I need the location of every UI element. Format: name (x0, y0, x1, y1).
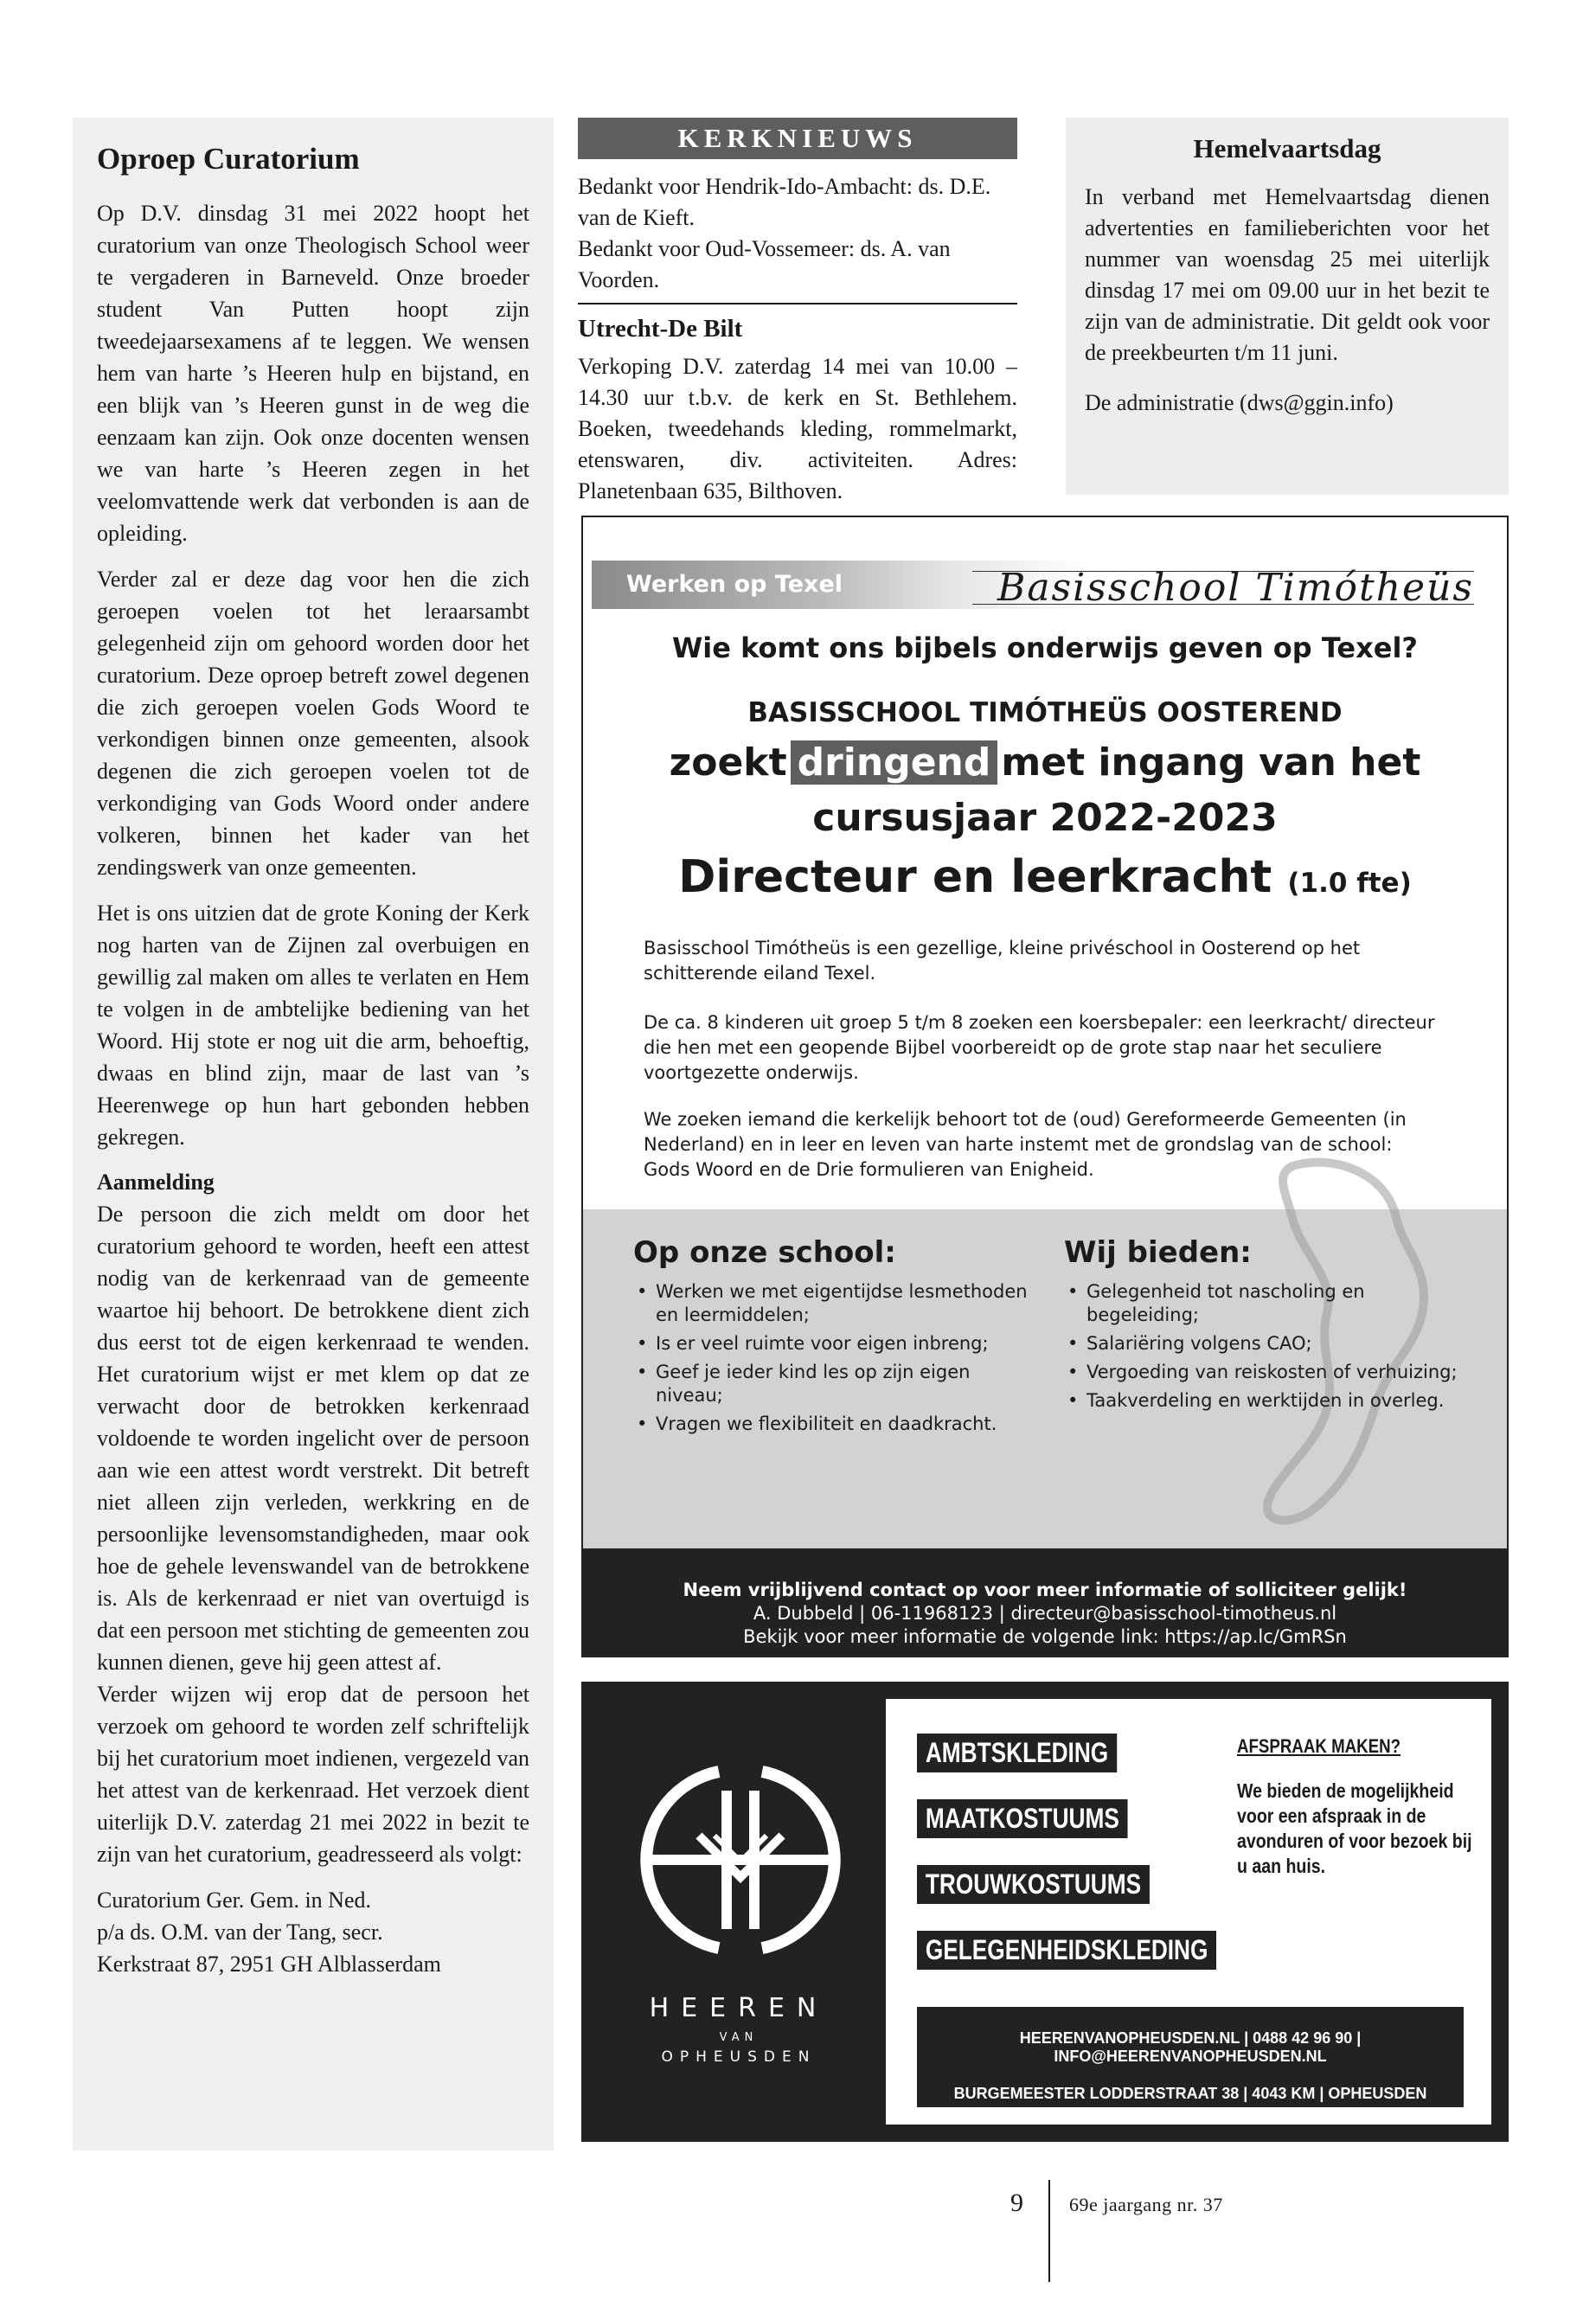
list-item: • Geef je ieder kind les op zijn eigen niveau; (633, 1361, 1031, 1407)
school-features-title: Op onze school: (633, 1235, 896, 1270)
brand-place: OPHEUSDEN (661, 2048, 817, 2066)
kerknieuws-header: KERKNIEUWS (578, 118, 1017, 159)
list-item: • Salariëring volgens CAO; (1064, 1332, 1462, 1356)
heeren-logo-icon (637, 1756, 844, 1964)
offer-features (1064, 1235, 1462, 1418)
ad-paragraph-2: De ca. 8 kinderen uit groep 5 t/m 8 zoeken een koersbepaler: een leerkracht/ directeur die hen met een geopende Bijbel voorbereidt op de grote stap naar het seculiere voortgezette onderwijs. (644, 1012, 1435, 1083)
utrecht-text: Verkoping D.V. zaterdag 14 mei van 10.00 – 14.30 uur t.b.v. de kerk en St. Bethlehem. Boeken, tweedehands kleding, rommelmarkt, etenswaren, div. activiteiten. Adres: Planetenbaan 635, Bilthoven. (578, 354, 1017, 503)
ad-banner (592, 561, 1500, 609)
position-title: Directeur en leerkracht (678, 851, 1272, 903)
heeren-info-panel (886, 1699, 1491, 2125)
notice-title: Hemelvaartsdag (1193, 133, 1381, 163)
list-item: • Vragen we flexibiliteit en daadkracht. (633, 1413, 1031, 1436)
tag-ambtskleding: AMBTSKLEDING (917, 1734, 1117, 1772)
ad-paragraph-3: We zoeken iemand die kerkelijk behoort tot de (oud) Gereformeerde Gemeenten (in Nederland) en in leer en leven van harte instemt met de grondslag van de school: Gods Woord en de Drie formulieren van Enigheid. (644, 1109, 1407, 1180)
urgent-highlight: dringend (791, 740, 998, 785)
ad-paragraph-1: Basisschool Timótheüs is een gezellige, kleine privéschool in Oosterend op het schitterende eiland Texel. (644, 938, 1361, 984)
banner-left-text: Werken op Texel (626, 571, 843, 598)
offer-features-title: Wij bieden: (1064, 1235, 1252, 1270)
subheading-aanmelding: Aanmelding (97, 1170, 215, 1195)
list-item: • Vergoeding van reiskosten of verhuizing; (1064, 1361, 1462, 1384)
kerknieuws-items (578, 171, 1017, 296)
ad-position (583, 851, 1507, 903)
utrecht-heading: Utrecht-De Bilt (578, 315, 743, 343)
section-divider (578, 303, 1017, 304)
contact-bar (583, 1548, 1507, 1657)
footer-divider (1048, 2180, 1050, 2282)
zoekt-post: met ingang van het (1001, 740, 1421, 785)
list-item: • Taakverdeling en werktijden in overleg. (1064, 1389, 1462, 1413)
school-logo-text: Basisschool Timótheüs (997, 566, 1474, 610)
heeren-contact-footer (917, 2007, 1464, 2107)
oproep-curatorium-article (73, 118, 554, 2150)
brand-van: VAN (719, 2031, 759, 2044)
hemelvaartsdag-notice (1066, 118, 1509, 495)
page-number: 9 (1010, 2189, 1023, 2217)
list-item: • Gelegenheid tot nascholing en begeleiding; (1064, 1280, 1462, 1327)
notice-signature: De administratie (dws@ggin.info) (1085, 390, 1394, 415)
address-block (97, 1884, 529, 1980)
address-line-3: Kerkstraat 87, 2951 GH Alblasserdam (97, 1952, 441, 1977)
address-line-2: p/a ds. O.M. van der Tang, secr. (97, 1920, 383, 1945)
brand-name: HEEREN (649, 1993, 829, 2023)
list-item: • Werken we met eigentijdse lesmethoden en leermiddelen; (633, 1280, 1031, 1327)
tag-trouwkostuums: TROUWKOSTUUMS (917, 1865, 1150, 1904)
ad-cursus-year: cursusjaar 2022-2023 (812, 796, 1278, 840)
kerknieuws-item-1: Bedankt voor Hendrik-Ido-Ambacht: ds. D.E. van de Kieft. (578, 174, 991, 230)
appointment-info (1237, 1735, 1471, 1879)
address-line-1: Curatorium Ger. Gem. in Ned. (97, 1888, 371, 1913)
job-advertisement (581, 516, 1509, 1657)
position-fte: (1.0 fte) (1287, 868, 1412, 899)
article-paragraph-5: Verder wijzen wij erop dat de persoon het verzoek om gehoord te worden zelf schriftelijk bij het curatorium moet indienen, vergezeld van het attest van de kerkenraad. Het verzoek dient uiterlijk D.V. zaterdag 21 mei 2022 in bezit te zijn van het curatorium, geadresseerd als volgt: (97, 1682, 529, 1867)
school-features-list (633, 1280, 1031, 1436)
offer-features-list (1064, 1280, 1462, 1413)
kerknieuws-item-2: Bedankt voor Oud-Vossemeer: ds. A. van Voorden. (578, 236, 951, 292)
list-item: • Is er veel ruimte voor eigen inbreng; (633, 1332, 1031, 1356)
heeren-contact-line: HEERENVANOPHEUSDEN.NL | 0488 42 96 90 | INFO@HEERENVANOPHEUSDEN.NL (1019, 2029, 1362, 2065)
tag-gelegenheidskleding: GELEGENHEIDSKLEDING (917, 1931, 1216, 1970)
notice-text: In verband met Hemelvaartsdag dienen advertenties en familieberichten voor het nummer van woensdag 25 mei uiterlijk dinsdag 17 mei om 09.00 uur in het bezit te zijn van de administratie. Dit geldt ook voor de preekbeurten t/m 11 juni. (1085, 184, 1490, 365)
ad-zoekt-line (583, 740, 1507, 785)
appointment-text: We bieden de mogelijkheid voor een afspraak in de avonduren of voor bezoek bij u aan huis. (1237, 1779, 1472, 1877)
issue-label: 69e jaargang nr. 37 (1069, 2194, 1223, 2215)
article-title: Oproep Curatorium (97, 142, 360, 176)
article-paragraph-1: Op D.V. dinsdag 31 mei 2022 hoopt het curatorium van onze Theologisch School weer te vergaderen in Barneveld. Onze broeder student Van Putten hoopt zijn tweedejaarsexamens af te leggen. We wensen hem van harte ’s Heeren hulp en bijstand, en een blijk van ’s Heeren gunst in de weg die eenzaam kan zijn. Ook onze docenten wensen we van harte ’s Heeren zegen in het veelomvattende werk dat verbonden is aan de opleiding. (97, 201, 529, 546)
school-features (633, 1235, 1031, 1441)
banner-rule-bottom (972, 604, 1474, 605)
appointment-title: AFSPRAAK MAKEN? (1237, 1735, 1401, 1757)
ad-school-name: BASISSCHOOL TIMÓTHEÜS OOSTEREND (747, 697, 1343, 728)
zoekt-pre: zoekt (669, 740, 787, 785)
article-paragraph-4: De persoon die zich meldt om door het curatorium gehoord te worden, heeft een attest nodig van de kerkenraad van de gemeente waartoe hij behoort. De betrokkene dient zich dus eerst tot de eigen kerkenraad te wenden. Het curatorium wijst er met klem op dat ze verwacht door de betrokken kerkenraad voldoende te worden ingelicht over de persoon aan wie een attest wordt verstrekt. Dit betreft niet alleen zijn verleden, werkkring en de persoonlijke levensomstandigheden, maar ook hoe de gehele levenswandel van de betrokkene is. Als de kerkenraad er niet van overtuigd is dat een persoon met stichting de gemeenten zou kunnen dienen, geve hij geen attest af. (97, 1202, 529, 1675)
tag-maatkostuums: MAATKOSTUUMS (917, 1799, 1128, 1838)
contact-cta: Neem vrijblijvend contact op voor meer informatie of solliciteer gelijk! (683, 1580, 1407, 1600)
contact-link: Bekijk voor meer informatie de volgende link: https://ap.lc/GmRSn (743, 1626, 1347, 1647)
article-paragraph-3: Het is ons uitzien dat de grote Koning der Kerk nog harten van de Zijnen zal overbuigen en gewillig zal maken om alles te verlaten en Hem te volgen in de ambtelijke bediening van het Woord. Hij stote er nog uit die arm, behoeftig, dwaas en blind zijn, maar de last van ’s Heerenwege op hun hart gebonden hebben gekregen. (97, 901, 529, 1150)
ad-question: Wie komt ons bijbels onderwijs geven op Texel? (672, 631, 1418, 664)
heeren-van-opheusden-ad (581, 1682, 1509, 2142)
contact-details: A. Dubbeld | 06-11968123 | directeur@basisschool-timotheus.nl (753, 1603, 1337, 1624)
article-paragraph-2: Verder zal er deze dag voor hen die zich geroepen voelen tot het leraarsambt gelegenheid zijn om gehoord worden door het curatorium. Deze oproep betreft zowel degenen die zich geroepen voelen Gods Woord te verkondigen binnen onze gemeenten, alsook degenen die zich geroepen voelen tot de verkondiging van Gods Woord onder andere volkeren, binnen het kader van het zendingswerk van onze gemeenten. (97, 567, 529, 880)
heeren-address-line: BURGEMEESTER LODDERSTRAAT 38 | 4043 KM | OPHEUSDEN (953, 2085, 1427, 2102)
